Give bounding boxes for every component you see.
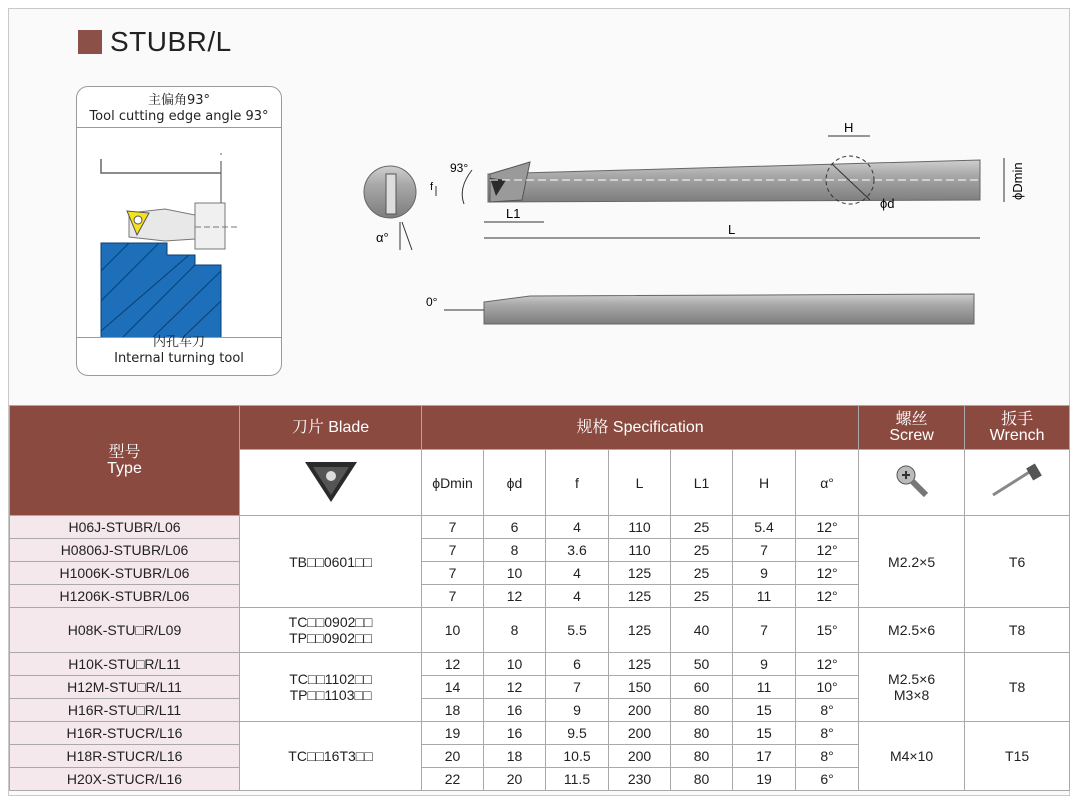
header-blade: 刀片 Blade (240, 406, 422, 450)
blade-cell: TC□□1102□□ TP□□1103□□ (240, 653, 422, 722)
col-L1: L1 (671, 450, 733, 516)
cell: 6 (546, 653, 609, 676)
col-H: H (733, 450, 796, 516)
cell: 15° (796, 608, 859, 653)
col-Dmin: ϕDmin (422, 450, 484, 516)
cell: 3.6 (546, 539, 609, 562)
cell: 200 (609, 699, 671, 722)
cell: 200 (609, 745, 671, 768)
cell: 12° (796, 653, 859, 676)
col-d: ϕd (484, 450, 546, 516)
label-phi-Dmin: ϕDmin (1010, 162, 1025, 200)
card-bottom-caption (77, 335, 281, 367)
cell: 10° (796, 676, 859, 699)
cell: 9.5 (546, 722, 609, 745)
cell: 12 (484, 676, 546, 699)
screw-cell: M2.5×6 (859, 608, 965, 653)
cell: 10 (422, 608, 484, 653)
cell: 12° (796, 562, 859, 585)
screw-cell: M4×10 (859, 722, 965, 791)
cell: 9 (733, 562, 796, 585)
cell: 16 (484, 722, 546, 745)
cell: 12° (796, 585, 859, 608)
cell: 7 (422, 585, 484, 608)
cell: 11.5 (546, 768, 609, 791)
cell: 20 (484, 768, 546, 791)
cell: 5.5 (546, 608, 609, 653)
cell: 4 (546, 562, 609, 585)
card-top-caption (77, 93, 281, 125)
cell: 25 (671, 585, 733, 608)
cell: 7 (546, 676, 609, 699)
cell: 7 (733, 608, 796, 653)
heading-title: STUBR/L (110, 26, 232, 57)
cell: 8 (484, 608, 546, 653)
table-row-type: H06J-STUBR/L06 (10, 516, 240, 539)
cell: 9 (733, 653, 796, 676)
header-screw: 螺丝 Screw (859, 406, 965, 450)
label-phi-d: ϕd (880, 196, 895, 211)
cell: 8 (484, 539, 546, 562)
label-zero: 0° (426, 295, 438, 309)
cell: 12° (796, 539, 859, 562)
cell: 12 (484, 585, 546, 608)
card-bottom-en: Internal turning tool (114, 351, 244, 366)
boring-illustration-icon (77, 131, 281, 337)
cell: 18 (422, 699, 484, 722)
wrench-cell: T15 (965, 722, 1070, 791)
spec-table (9, 405, 1070, 791)
wrench-cell: T8 (965, 608, 1070, 653)
blade-image-cell (240, 450, 422, 516)
screw-icon (892, 461, 932, 501)
cell: 125 (609, 608, 671, 653)
table-row-type: H16R-STUCR/L16 (10, 722, 240, 745)
cell: 80 (671, 722, 733, 745)
header-type: 型号 Type (10, 406, 240, 516)
wrench-image-cell (965, 450, 1070, 516)
cell: 10 (484, 562, 546, 585)
cell: 7 (422, 562, 484, 585)
cell: 10.5 (546, 745, 609, 768)
cell: 11 (733, 585, 796, 608)
cell: 5.4 (733, 516, 796, 539)
table-row-type: H18R-STUCR/L16 (10, 745, 240, 768)
cell: 7 (422, 516, 484, 539)
table-row-type: H1006K-STUBR/L06 (10, 562, 240, 585)
cell: 12 (422, 653, 484, 676)
cell: 15 (733, 699, 796, 722)
card-bottom-cn: 内孔车刀 (152, 335, 205, 350)
illustration-card (76, 86, 282, 376)
col-L: L (609, 450, 671, 516)
header-spec: 规格 Specification (422, 406, 859, 450)
cell: 40 (671, 608, 733, 653)
label-93: 93° (450, 161, 469, 175)
cell: 14 (422, 676, 484, 699)
cell: 50 (671, 653, 733, 676)
cell: 18 (484, 745, 546, 768)
cell: 80 (671, 768, 733, 791)
cell: 11 (733, 676, 796, 699)
cell: 150 (609, 676, 671, 699)
torx-wrench-icon (987, 461, 1047, 501)
screw-cell: M2.5×6 M3×8 (859, 653, 965, 722)
card-top-en: Tool cutting edge angle 93° (89, 109, 269, 124)
cell: 7 (422, 539, 484, 562)
label-L: L (728, 222, 736, 237)
cell: 60 (671, 676, 733, 699)
cell: 4 (546, 516, 609, 539)
cell: 25 (671, 562, 733, 585)
cell: 230 (609, 768, 671, 791)
cell: 17 (733, 745, 796, 768)
blade-cell: TC□□16T3□□ (240, 722, 422, 791)
cell: 9 (546, 699, 609, 722)
table-row-type: H0806J-STUBR/L06 (10, 539, 240, 562)
cell: 25 (671, 516, 733, 539)
cell: 7 (733, 539, 796, 562)
table-row-type: H16R-STU□R/L11 (10, 699, 240, 722)
cell: 125 (609, 653, 671, 676)
cell: 20 (422, 745, 484, 768)
cell: 25 (671, 539, 733, 562)
triangle-insert-icon (301, 456, 361, 506)
cell: 110 (609, 516, 671, 539)
card-top-rule (77, 127, 281, 128)
cell: 16 (484, 699, 546, 722)
label-L1: L1 (506, 206, 521, 221)
header-wrench: 扳手 Wrench (965, 406, 1070, 450)
label-alpha: α° (376, 230, 389, 245)
blade-cell: TB□□0601□□ (240, 516, 422, 608)
cell: 80 (671, 699, 733, 722)
cell: 125 (609, 585, 671, 608)
cell: 6° (796, 768, 859, 791)
cell: 15 (733, 722, 796, 745)
cell: 8° (796, 699, 859, 722)
cell: 125 (609, 562, 671, 585)
screw-image-cell (859, 450, 965, 516)
table-row-type: H10K-STU□R/L11 (10, 653, 240, 676)
table-row-type: H20X-STUCR/L16 (10, 768, 240, 791)
cell: 6 (484, 516, 546, 539)
wrench-cell: T8 (965, 653, 1070, 722)
cell: 4 (546, 585, 609, 608)
table-row-type: H08K-STU□R/L09 (10, 608, 240, 653)
cell: 8° (796, 722, 859, 745)
cell: 80 (671, 745, 733, 768)
col-alpha: α° (796, 450, 859, 516)
table-row-type: H12M-STU□R/L11 (10, 676, 240, 699)
cell: 10 (484, 653, 546, 676)
blade-cell: TC□□0902□□ TP□□0902□□ (240, 608, 422, 653)
cell: 200 (609, 722, 671, 745)
cell: 12° (796, 516, 859, 539)
cell: 8° (796, 745, 859, 768)
card-top-cn: 主偏角93° (147, 93, 211, 108)
cell: 19 (422, 722, 484, 745)
heading-square-icon (78, 30, 102, 54)
cell: 19 (733, 768, 796, 791)
tool-drawing (340, 110, 1040, 340)
wrench-cell: T6 (965, 516, 1070, 608)
col-f: f (546, 450, 609, 516)
cell: 22 (422, 768, 484, 791)
label-H: H (844, 120, 854, 135)
section-heading (78, 26, 232, 58)
cell: 110 (609, 539, 671, 562)
screw-cell: M2.2×5 (859, 516, 965, 608)
label-f: f (430, 181, 434, 193)
table-row-type: H1206K-STUBR/L06 (10, 585, 240, 608)
